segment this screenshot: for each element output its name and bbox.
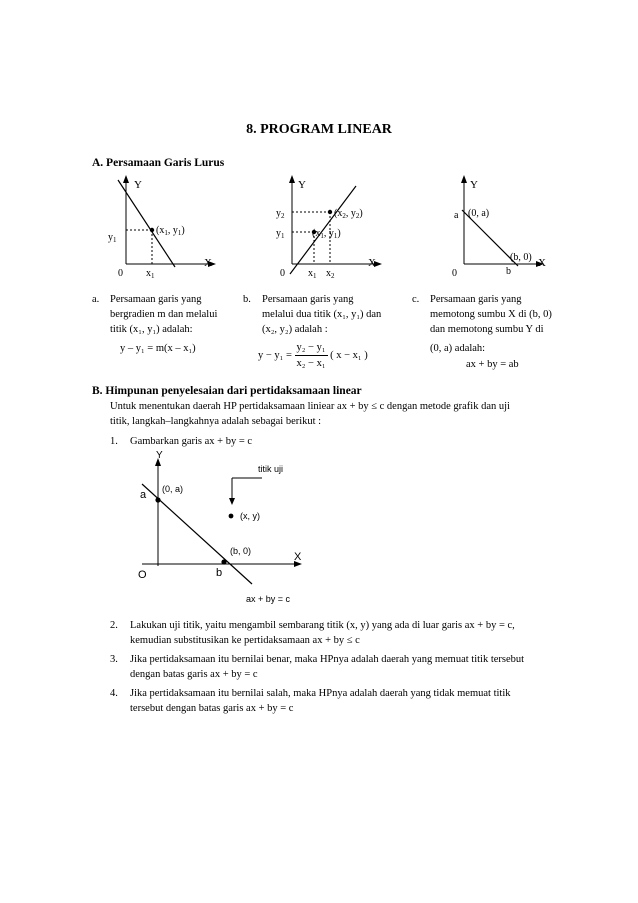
- label-x: X: [538, 257, 546, 269]
- item-c-text: Persamaan garis yang memotong sumbu X di (b, 0) dan memotong sumbu Y di (0, a) adalah:: [430, 294, 552, 354]
- label-x1: $x_1$: [146, 268, 155, 280]
- label-b: b: [506, 266, 511, 277]
- step-1-text: Gambarkan garis ax + by = c: [130, 436, 253, 447]
- graph-gradient-point: [100, 172, 220, 282]
- point-xy: [229, 514, 234, 519]
- section-a-heading: A. Persamaan Garis Lurus: [92, 157, 225, 169]
- y-axis-arrow: [123, 175, 129, 183]
- page-title: 8. PROGRAM LINEAR: [246, 122, 392, 137]
- label-y: Y: [470, 179, 478, 191]
- item-a-formula: y – y₁ = m(x – x₁): [120, 343, 196, 354]
- arrow-down-icon: [229, 498, 235, 505]
- step-3-text: Jika pertidaksamaan itu bernilai benar, maka HPnya adalah daerah yang memuat titik tersebut dengan batas garis ax + by = c: [130, 654, 525, 680]
- label-pa: (0, a): [468, 208, 490, 219]
- label-a: a: [140, 489, 147, 501]
- label-xy: (x, y): [240, 511, 260, 521]
- label-a: a: [454, 210, 459, 221]
- item-b-formula: y − y₁ = $\frac{\text{y₂ − y₁}}{\text{x₂ − x₁}}$ ( x − x₁ ): [258, 342, 368, 369]
- label-x: X: [204, 257, 212, 269]
- label-pa: (0, a): [162, 484, 184, 494]
- section-b-heading: B. Himpunan penyelesaian dari pertidaksamaan linear: [92, 385, 362, 397]
- label-origin: O: [138, 569, 147, 581]
- step-2-num: 2.: [110, 620, 118, 631]
- item-a-marker: a.: [92, 294, 100, 305]
- label-b: b: [216, 567, 223, 579]
- label-line: ax + by = c: [246, 594, 291, 604]
- label-pb: (b, 0): [510, 252, 532, 263]
- item-c-formula: ax + by = ab: [466, 359, 519, 370]
- label-point1: ($x_1$, $y_1$): [312, 228, 341, 240]
- label-origin: 0: [118, 268, 123, 279]
- point-x1y1: [150, 228, 154, 232]
- graph-two-points: [268, 172, 393, 282]
- item-b-marker: b.: [243, 294, 251, 305]
- step-1-num: 1.: [110, 436, 118, 447]
- label-y: Y: [298, 179, 306, 191]
- item-c-marker: c.: [412, 294, 420, 305]
- label-x: X: [294, 551, 302, 563]
- label-pb: (b, 0): [230, 546, 252, 556]
- label-x1: $x_1$: [308, 268, 317, 280]
- section-b-intro: Untuk menentukan daerah HP pertidaksamaan liniear ax + by ≤ c dengan metode grafik dan uji titik, langkah–langkahnya adalah sebagai berikut :: [110, 401, 510, 427]
- step-3-num: 3.: [110, 654, 118, 665]
- item-b-text: Persamaan garis yang melalui dua titik (x₁, y₁) dan (x₂, y₂) adalah :: [262, 294, 382, 335]
- label-origin: 0: [280, 268, 285, 279]
- line-graph1: [118, 180, 175, 267]
- step-4-text: Jika pertidaksamaan itu bernilai salah, maka HPnya adalah daerah yang tidak memuat titik tersebut dengan batas garis ax + by = c: [130, 688, 511, 714]
- step-4-num: 4.: [110, 688, 118, 699]
- point-x2y2: [328, 210, 332, 214]
- label-y2: $y_2$: [276, 208, 285, 220]
- y-axis-arrow: [461, 175, 467, 183]
- label-x: X: [368, 257, 376, 269]
- label-y: Y: [134, 179, 142, 191]
- graph-intercepts: [440, 172, 560, 282]
- label-test: titik uji: [258, 464, 284, 474]
- step-2-text: Lakukan uji titik, yaitu mengambil sembarang titik (x, y) yang ada di luar garis ax + by = c, kemudian substitusikan ke pertidaksamaan ax + by ≤ c: [130, 620, 515, 646]
- label-origin: 0: [452, 268, 457, 279]
- label-x2: $x_2$: [326, 268, 335, 280]
- label-y1: $y_1$: [276, 228, 285, 240]
- label-point: ($x_1$, $y_1$): [156, 225, 185, 237]
- label-point2: ($x_2$, $y_2$): [334, 208, 363, 220]
- graph-test-point: [120, 448, 320, 608]
- label-y1: $y_1$: [108, 232, 117, 244]
- point-b0: [221, 559, 226, 564]
- point-0a: [155, 497, 160, 502]
- item-a-text: Persamaan garis yang bergradien m dan melalui titik (x₁, y₁) adalah:: [110, 294, 218, 335]
- label-y: Y: [156, 450, 163, 461]
- y-axis-arrow: [289, 175, 295, 183]
